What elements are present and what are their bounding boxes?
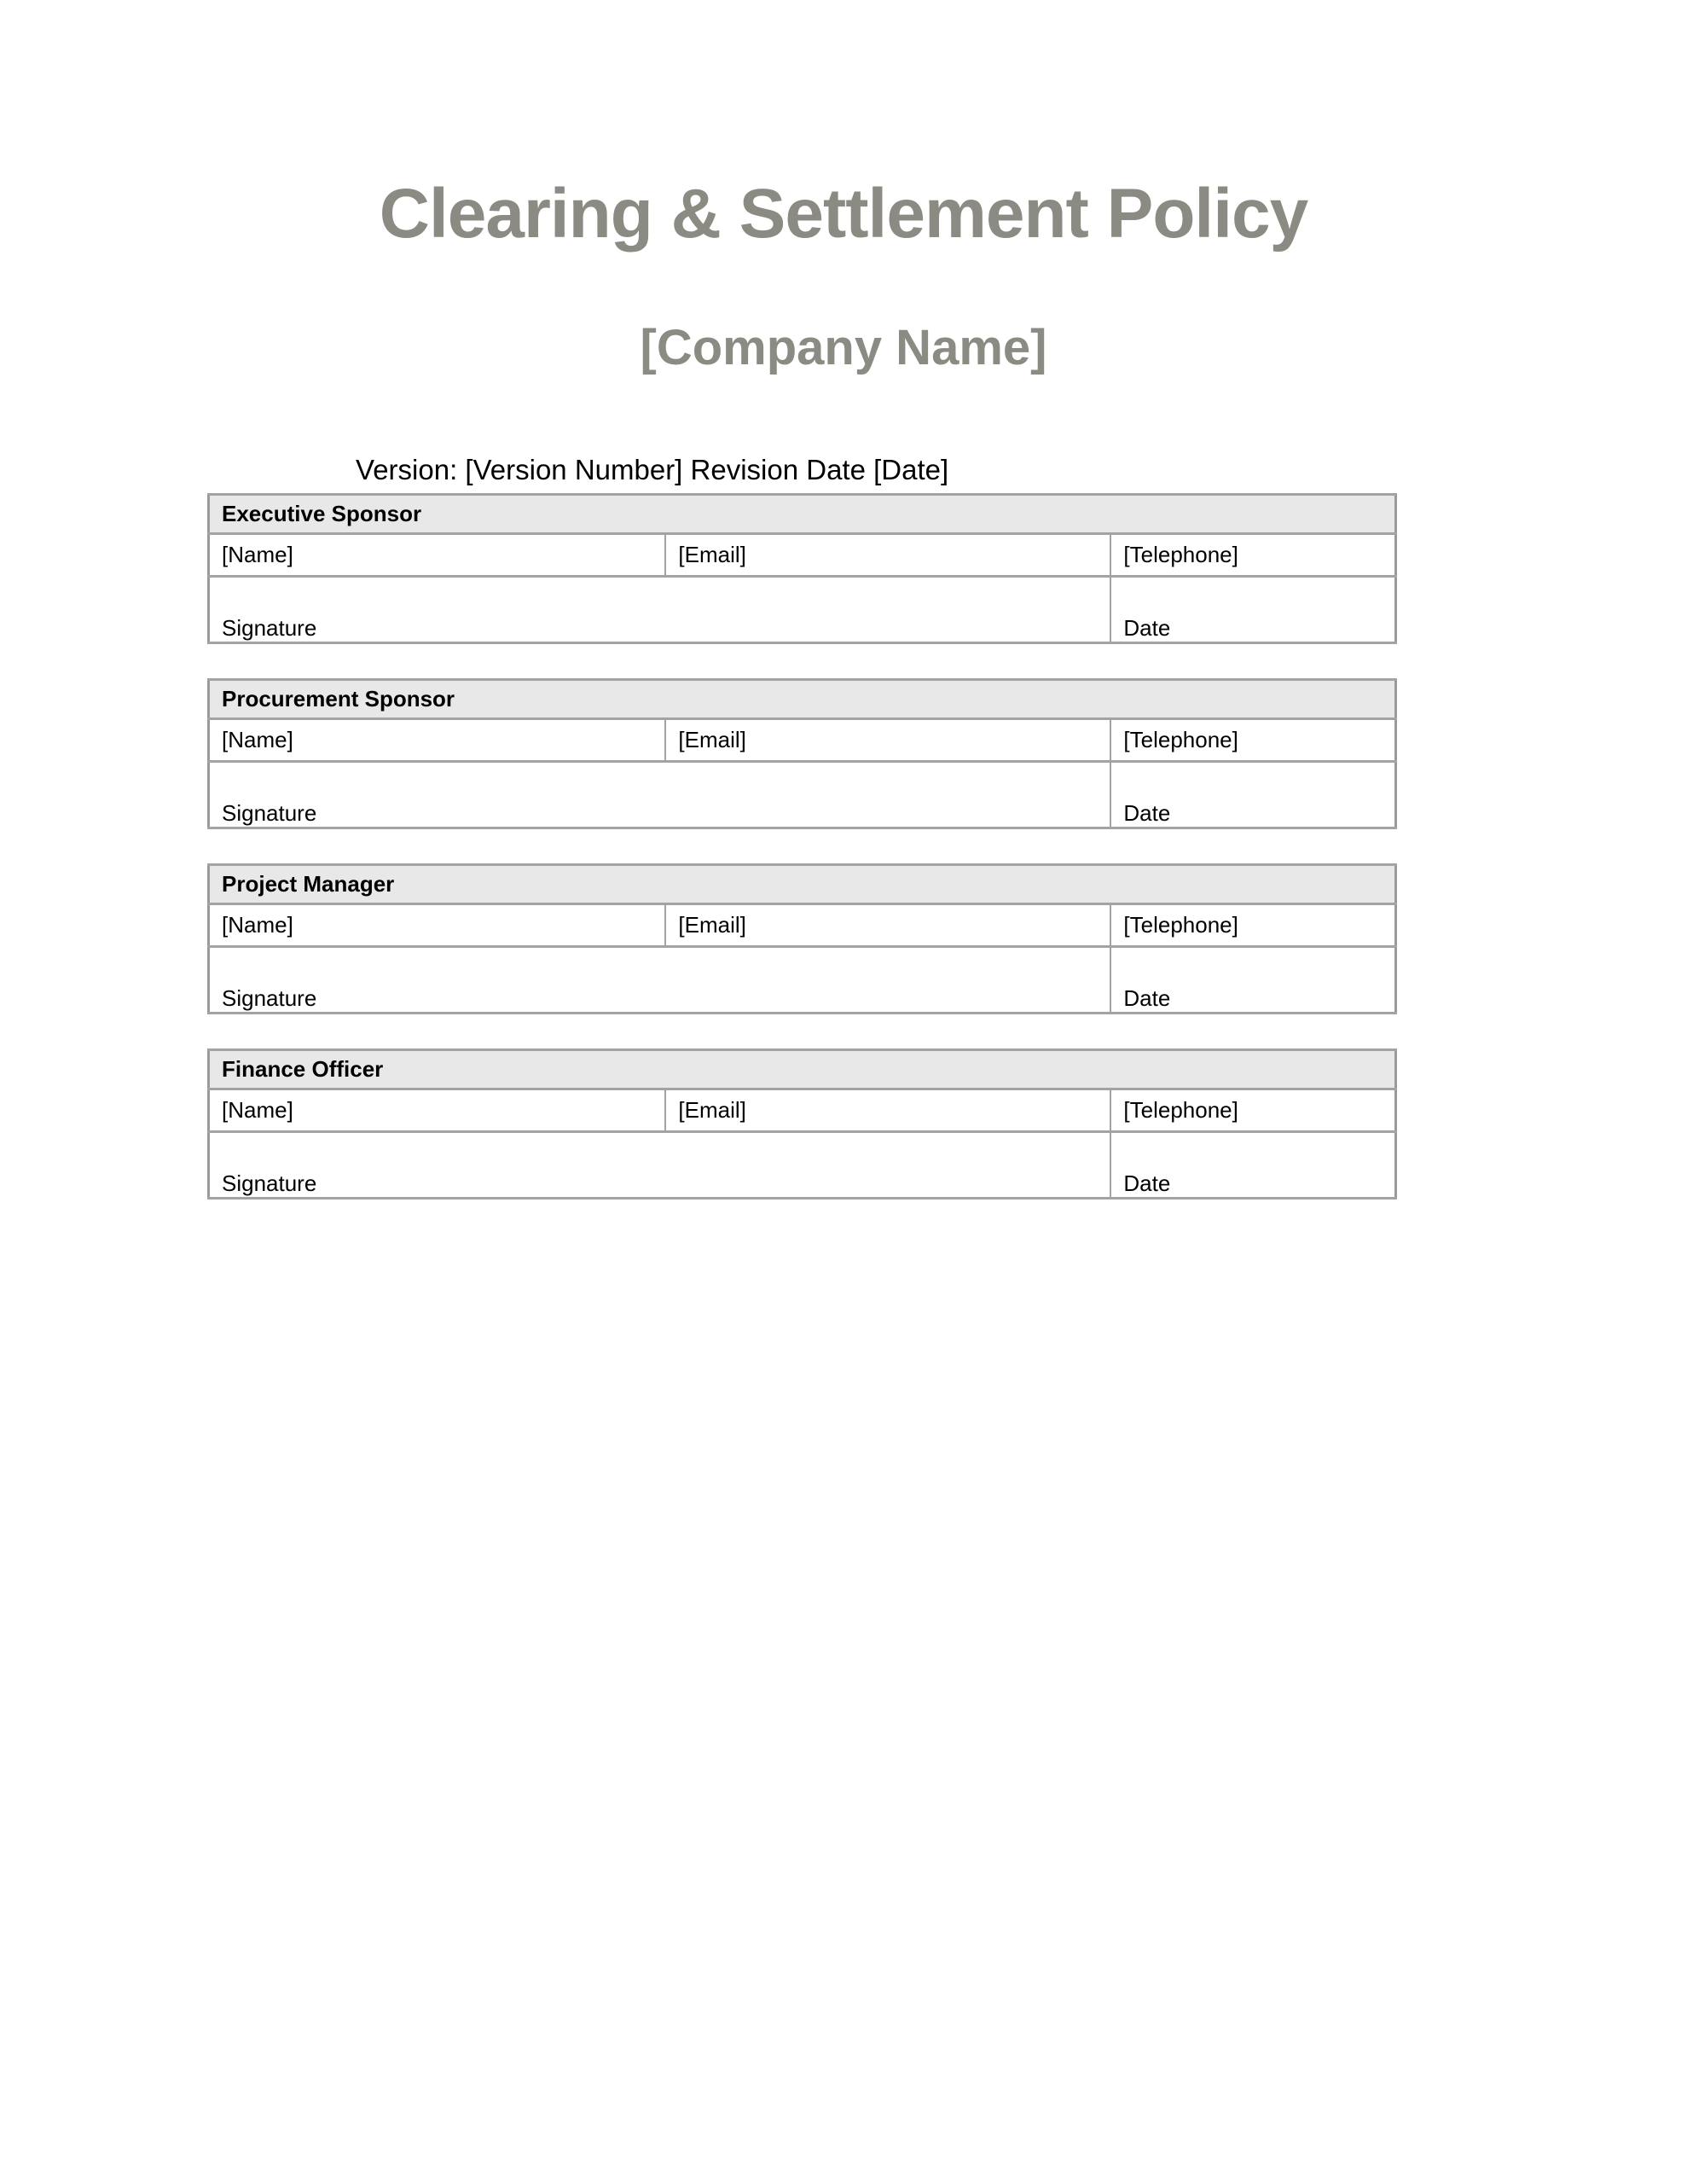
- approval-table: [207, 493, 1397, 644]
- name-field: [Name]: [209, 904, 666, 947]
- role-title: Project Manager: [209, 865, 1396, 904]
- telephone-field: [Telephone]: [1110, 719, 1395, 762]
- contact-fields-row: [209, 1089, 1396, 1132]
- approval-table: [207, 863, 1397, 1014]
- approval-tables: [207, 493, 1397, 1199]
- signature-row: [209, 947, 1396, 1014]
- name-field: [Name]: [209, 1089, 666, 1132]
- contact-fields-row: [209, 904, 1396, 947]
- role-header-row: [209, 1050, 1396, 1089]
- name-field: [Name]: [209, 534, 666, 577]
- signature-field: Signature: [209, 577, 1111, 643]
- contact-fields-row: [209, 534, 1396, 577]
- signature-field: Signature: [209, 762, 1111, 828]
- role-title: Procurement Sponsor: [209, 680, 1396, 719]
- company-name-placeholder: [Company Name]: [640, 320, 1047, 375]
- email-field: [Email]: [665, 904, 1110, 947]
- telephone-field: [Telephone]: [1110, 904, 1395, 947]
- role-header-row: [209, 680, 1396, 719]
- date-field: Date: [1110, 577, 1395, 643]
- contact-fields-row: [209, 719, 1396, 762]
- signature-field: Signature: [209, 1132, 1111, 1199]
- signature-field: Signature: [209, 947, 1111, 1014]
- version-revision-line: Version: [Version Number] Revision Date [Date]: [356, 454, 949, 485]
- email-field: [Email]: [665, 1089, 1110, 1132]
- role-header-row: [209, 865, 1396, 904]
- date-field: Date: [1110, 947, 1395, 1014]
- document-title: Clearing & Settlement Policy: [379, 175, 1308, 253]
- signature-row: [209, 1132, 1396, 1199]
- date-field: Date: [1110, 762, 1395, 828]
- approval-table: [207, 678, 1397, 829]
- date-field: Date: [1110, 1132, 1395, 1199]
- telephone-field: [Telephone]: [1110, 534, 1395, 577]
- name-field: [Name]: [209, 719, 666, 762]
- role-title: Executive Sponsor: [209, 495, 1396, 534]
- role-header-row: [209, 495, 1396, 534]
- telephone-field: [Telephone]: [1110, 1089, 1395, 1132]
- signature-row: [209, 762, 1396, 828]
- approval-table: [207, 1048, 1397, 1199]
- signature-row: [209, 577, 1396, 643]
- email-field: [Email]: [665, 534, 1110, 577]
- role-title: Finance Officer: [209, 1050, 1396, 1089]
- email-field: [Email]: [665, 719, 1110, 762]
